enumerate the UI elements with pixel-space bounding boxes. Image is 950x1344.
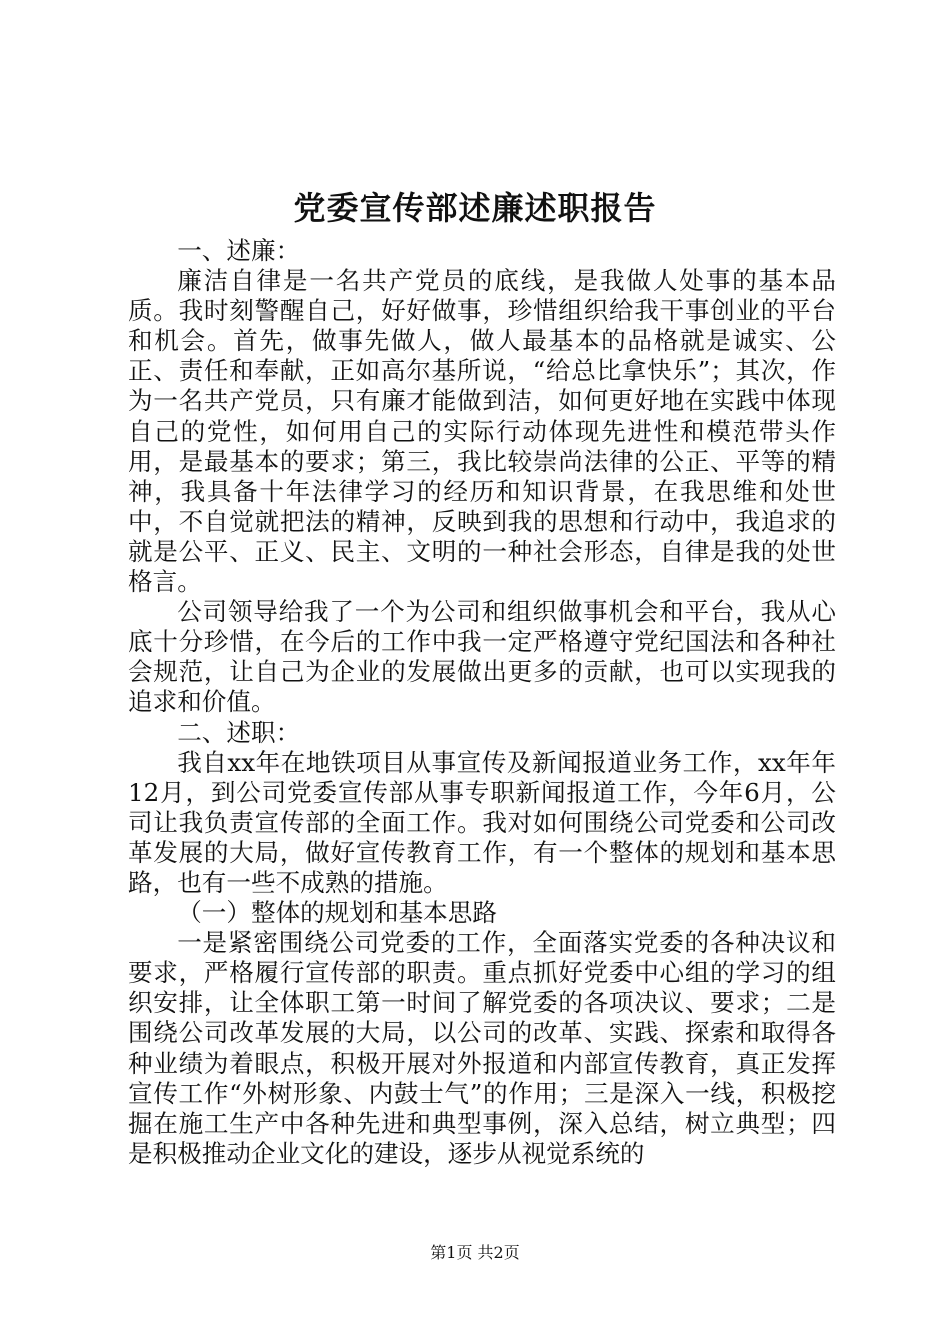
document-body bbox=[128, 236, 836, 1169]
section-heading-1: 一、述廉： bbox=[177, 236, 301, 265]
section-heading-2: 二、述职： bbox=[177, 717, 301, 747]
document-title: 党委宣传部述廉述职报告 bbox=[293, 189, 657, 227]
page-footer: 第1页 共2页 bbox=[430, 1243, 520, 1262]
subsection-heading: （一）整体的规划和基本思路 bbox=[177, 898, 497, 928]
paragraph: 廉洁自律是一名共产党员的底线，是我做人处事的基本品质。我时刻警醒自己，好好做事，珍惜组织给我干事创业的平台和机会。首先，做事先做人，做人最基本的品格就是诚实、公正、责任和奉献，正如高尔基所说，“给总比拿快乐”；其次，作为一名共产党员，只有廉才能做到洁，如何更好地在实践中体现自己的党性，如何用自己的实际行动体现先进性和模范带头作用，是最基本的要求；第三，我比较崇尚法律的公正、平等的精神，我具备十年法律学习的经历和知识背景，在我思维和处世中，不自觉就把法的精神，反映到我的思想和行动中，我追求的就是公平、正义、民主、文明的一种社会形态，自律是我的处世格言。 bbox=[128, 266, 836, 597]
paragraph: 公司领导给我了一个为公司和组织做事机会和平台，我从心底十分珍惜，在今后的工作中我一定严格遵守党纪国法和各种社会规范，让自己为企业的发展做出更多的贡献，也可以实现我的追求和价值。 bbox=[128, 597, 836, 717]
paragraph: 一是紧密围绕公司党委的工作，全面落实党委的各种决议和要求，严格履行宣传部的职责。重点抓好党委中心组的学习的组织安排，让全体职工第一时间了解党委的各项决议、要求；二是围绕公司改革发展的大局，以公司的改革、实践、探索和取得各种业绩为着眼点，积极开展对外报道和内部宣传教育，真正发挥宣传工作“外树形象、内鼓士气”的作用；三是深入一线，积极挖掘在施工生产中各种先进和典型事例，深入总结，树立典型；四是积极推动企业文化的建设，逐步从视觉系统的 bbox=[128, 928, 836, 1168]
paragraph: 我自xx年在地铁项目从事宣传及新闻报道业务工作，xx年年12月，到公司党委宣传部从事专职新闻报道工作，今年6月，公司让我负责宣传部的全面工作。我对如何围绕公司党委和公司改革发展的大局，做好宣传教育工作，有一个整体的规划和基本思路，也有一些不成熟的措施。 bbox=[128, 747, 836, 897]
